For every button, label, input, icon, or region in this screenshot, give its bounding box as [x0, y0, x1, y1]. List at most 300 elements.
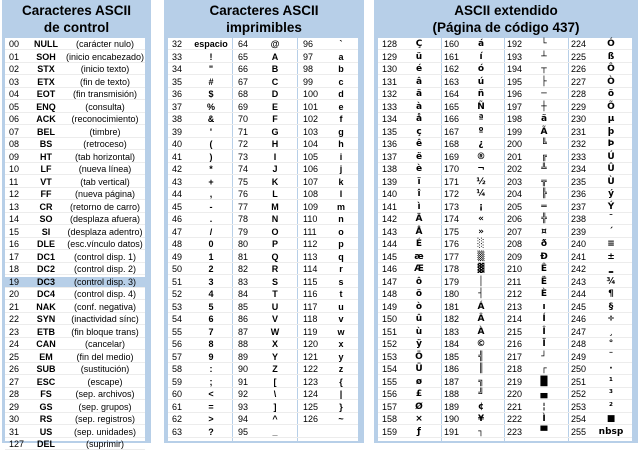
decimal-code: 145: [382, 251, 398, 262]
decimal-code: 126: [303, 414, 319, 424]
char-glyph: q: [338, 251, 344, 262]
decimal-code: 101: [303, 101, 319, 112]
decimal-code: 175: [444, 226, 460, 237]
char-glyph: ╩: [541, 164, 547, 174]
char-glyph: á: [477, 39, 485, 49]
char-glyph: 1: [208, 251, 214, 262]
char-description: (sep. registros): [74, 414, 136, 424]
char-glyph: espacio: [194, 39, 228, 49]
char-abbrev: SOH: [36, 51, 56, 62]
char-glyph: ┤: [478, 289, 484, 299]
table-row: [168, 177, 358, 188]
char-glyph: ╦: [541, 176, 547, 187]
char-glyph: ═: [541, 201, 547, 212]
decimal-code: 39: [172, 126, 183, 137]
decimal-code: 120: [303, 339, 319, 349]
char-abbrev: DLE: [37, 239, 55, 249]
decimal-code: 100: [303, 89, 319, 99]
extended-chars-table: [378, 38, 632, 441]
decimal-code: 157: [382, 401, 398, 412]
char-glyph: Ð: [540, 251, 548, 262]
decimal-code: 170: [444, 164, 460, 174]
char-glyph: À: [477, 326, 485, 337]
char-glyph: ±: [607, 251, 615, 262]
char-glyph: k: [338, 176, 344, 187]
table-row: [378, 77, 632, 88]
char-glyph: ▓: [477, 264, 485, 274]
decimal-code: 25: [9, 351, 20, 362]
table-row: [378, 39, 632, 50]
char-glyph: [: [273, 376, 277, 387]
char-glyph: ²: [609, 401, 613, 412]
decimal-code: 57: [172, 351, 183, 362]
table-row: [168, 52, 358, 63]
decimal-code: 165: [444, 101, 460, 112]
char-description: (carácter nulo): [75, 39, 135, 49]
char-glyph: ┬: [541, 64, 547, 74]
char-glyph: ║: [478, 364, 484, 374]
char-glyph: f: [339, 114, 343, 124]
table-row: [5, 377, 145, 388]
decimal-code: 242: [571, 264, 587, 274]
char-description: (sep. grupos): [78, 401, 132, 412]
decimal-code: 255: [571, 426, 587, 437]
table-row: [168, 114, 358, 125]
control-title-line2: de control: [43, 20, 110, 35]
table-row: [378, 352, 632, 363]
decimal-code: 95: [238, 426, 249, 437]
char-description: (tab vertical): [80, 176, 130, 187]
char-glyph: 4: [208, 289, 214, 299]
decimal-code: 68: [238, 89, 249, 99]
decimal-code: 55: [172, 326, 183, 337]
char-abbrev: ETB: [37, 326, 55, 337]
char-glyph: m: [336, 201, 345, 212]
char-abbrev: EOT: [36, 89, 56, 99]
char-description: (control disp. 2): [73, 264, 137, 274]
char-glyph: ¨: [608, 351, 614, 362]
char-abbrev: DC2: [36, 264, 55, 274]
decimal-code: 97: [303, 51, 314, 62]
char-glyph: Î: [542, 326, 546, 337]
decimal-code: 44: [172, 189, 183, 199]
table-row: [5, 202, 145, 213]
decimal-code: 163: [444, 76, 460, 87]
char-glyph: x: [338, 339, 344, 349]
decimal-code: 14: [9, 214, 20, 224]
char-abbrev: DEL: [37, 439, 55, 449]
decimal-code: 153: [382, 351, 398, 362]
decimal-code: 177: [444, 251, 460, 262]
decimal-code: 230: [571, 114, 587, 124]
decimal-code: 209: [507, 251, 523, 262]
decimal-code: 147: [382, 276, 398, 287]
char-abbrev: GS: [39, 401, 53, 412]
char-abbrev: BS: [39, 139, 53, 149]
char-glyph: °: [608, 339, 614, 349]
char-glyph: <: [208, 389, 214, 399]
decimal-code: 140: [382, 189, 398, 199]
decimal-code: 32: [172, 39, 183, 49]
decimal-code: 58: [172, 364, 183, 374]
decimal-code: 139: [382, 176, 398, 187]
char-glyph: ≡: [607, 239, 615, 249]
decimal-code: 90: [238, 364, 249, 374]
decimal-code: 224: [571, 39, 587, 49]
char-abbrev: ETX: [37, 76, 55, 87]
decimal-code: 138: [382, 164, 398, 174]
decimal-code: 232: [571, 139, 587, 149]
control-chars-panel: [2, 0, 151, 449]
char-abbrev: ENQ: [36, 101, 56, 112]
table-row: [378, 364, 632, 375]
decimal-code: 21: [9, 301, 20, 312]
char-glyph: ï: [417, 176, 421, 187]
char-description: (inactividad sínc): [71, 314, 139, 324]
char-glyph: ã: [540, 114, 548, 124]
decimal-code: 240: [571, 239, 587, 249]
decimal-code: 212: [507, 289, 523, 299]
char-description: (retorno de carro): [69, 201, 141, 212]
decimal-code: 150: [382, 314, 398, 324]
decimal-code: 194: [507, 64, 523, 74]
char-glyph: Ä: [415, 214, 423, 224]
char-glyph: g: [338, 126, 344, 137]
char-glyph: é: [415, 64, 423, 74]
table-row: [378, 64, 632, 75]
char-glyph: Á: [477, 301, 485, 312]
decimal-code: 93: [238, 401, 249, 412]
decimal-code: 59: [172, 376, 183, 387]
decimal-code: 08: [9, 139, 20, 149]
char-glyph: Ë: [540, 276, 548, 287]
char-glyph: Ø: [415, 401, 423, 412]
decimal-code: 226: [571, 64, 587, 74]
char-glyph: ©: [476, 339, 486, 349]
char-glyph: ñ: [477, 89, 485, 99]
decimal-code: 133: [382, 101, 398, 112]
char-glyph: ¹: [609, 376, 613, 387]
char-glyph: U: [271, 301, 279, 312]
char-glyph: ,: [209, 189, 213, 199]
char-glyph: ý: [608, 189, 614, 199]
table-row: [5, 127, 145, 138]
decimal-code: 40: [172, 139, 183, 149]
decimal-code: 76: [238, 189, 249, 199]
decimal-code: 233: [571, 151, 587, 162]
decimal-code: 51: [172, 276, 183, 287]
char-glyph: Û: [607, 164, 615, 174]
table-row: [5, 89, 145, 100]
decimal-code: 186: [444, 364, 460, 374]
table-row: [378, 102, 632, 113]
char-glyph: Å: [415, 226, 423, 237]
decimal-code: 143: [382, 226, 398, 237]
decimal-code: 69: [238, 101, 249, 112]
char-description: (inicio texto): [80, 64, 130, 74]
char-glyph: -: [209, 201, 213, 212]
decimal-code: 248: [571, 339, 587, 349]
char-description: (timbre): [89, 126, 121, 137]
char-glyph: Ý: [607, 201, 615, 212]
char-description: (sep. archivos): [75, 389, 135, 399]
decimal-code: 231: [571, 126, 587, 137]
decimal-code: 03: [9, 76, 20, 87]
char-glyph: ▀: [540, 426, 548, 437]
decimal-code: 64: [238, 39, 249, 49]
decimal-code: 188: [444, 389, 460, 399]
printable-title-line1: Caracteres ASCII: [209, 3, 319, 18]
char-glyph: Ö: [415, 351, 423, 362]
char-abbrev: NAK: [36, 301, 56, 312]
char-abbrev: CR: [39, 201, 53, 212]
char-glyph: :: [209, 364, 213, 374]
char-glyph: .: [209, 214, 213, 224]
decimal-code: 162: [444, 64, 460, 74]
decimal-code: 52: [172, 289, 183, 299]
table-row: [378, 202, 632, 213]
char-glyph: N: [271, 214, 279, 224]
decimal-code: 05: [9, 101, 20, 112]
table-row: [5, 189, 145, 200]
decimal-code: 73: [238, 151, 249, 162]
table-row: [5, 402, 145, 413]
decimal-code: 20: [9, 289, 20, 299]
char-abbrev: FF: [40, 189, 52, 199]
table-row: [378, 239, 632, 250]
char-glyph: (: [209, 139, 213, 149]
char-abbrev: CAN: [36, 339, 56, 349]
decimal-code: 173: [444, 201, 460, 212]
char-glyph: ß: [607, 51, 615, 62]
decimal-code: 70: [238, 114, 249, 124]
decimal-code: 216: [507, 339, 523, 349]
table-row: [378, 139, 632, 150]
table-row: [378, 177, 632, 188]
decimal-code: 172: [444, 189, 460, 199]
char-glyph: Y: [271, 351, 278, 362]
printable-chars-panel: [164, 0, 364, 443]
char-glyph: ▒: [477, 251, 485, 262]
char-description: (suprimir): [86, 439, 124, 449]
char-glyph: =: [208, 401, 214, 412]
decimal-code: 219: [507, 376, 523, 387]
decimal-code: 222: [507, 414, 523, 424]
table-row: [5, 177, 145, 188]
decimal-code: 183: [444, 326, 460, 337]
decimal-code: 02: [9, 64, 20, 74]
char-glyph: ╠: [541, 189, 547, 199]
decimal-code: 185: [444, 351, 460, 362]
char-glyph: X: [271, 339, 278, 349]
char-glyph: î: [417, 189, 421, 199]
table-row: [168, 127, 358, 138]
table-row: [168, 427, 358, 438]
char-abbrev: FS: [40, 389, 52, 399]
decimal-code: 119: [303, 326, 318, 337]
char-glyph: ç: [416, 126, 422, 137]
decimal-code: 113: [303, 251, 318, 262]
char-description: (sustitución): [80, 364, 130, 374]
extended-title-line2: (Página de código 437): [432, 20, 580, 35]
decimal-code: 253: [571, 401, 587, 412]
char-glyph: A: [271, 51, 279, 62]
table-row: [378, 402, 632, 413]
decimal-code: 210: [507, 264, 523, 274]
decimal-code: 243: [571, 276, 587, 287]
table-row: [168, 152, 358, 163]
char-description: (sep. unidades): [73, 426, 137, 437]
char-glyph: Z: [272, 364, 278, 374]
table-row: [168, 239, 358, 250]
char-glyph: 5: [208, 301, 214, 312]
char-glyph: w: [337, 326, 345, 337]
decimal-code: 189: [444, 401, 460, 412]
decimal-code: 211: [507, 276, 522, 287]
decimal-code: 75: [238, 176, 249, 187]
decimal-code: 63: [172, 426, 183, 437]
decimal-code: 122: [303, 364, 319, 374]
decimal-code: 174: [444, 214, 460, 224]
table-row: [5, 439, 145, 450]
decimal-code: 54: [172, 314, 183, 324]
table-row: [378, 414, 632, 425]
char-glyph: \: [273, 389, 277, 399]
decimal-code: 187: [444, 376, 460, 387]
char-description: (inicio encabezado): [65, 51, 145, 62]
char-glyph: B: [271, 64, 279, 74]
char-glyph: ╣: [478, 351, 484, 362]
char-glyph: y: [338, 351, 344, 362]
table-row: [168, 364, 358, 375]
char-description: (consulta): [85, 101, 125, 112]
char-glyph: Q: [271, 251, 279, 262]
char-glyph: i: [339, 151, 343, 162]
decimal-code: 50: [172, 264, 183, 274]
decimal-code: 80: [238, 239, 249, 249]
table-row: [168, 327, 358, 338]
char-glyph: ^: [272, 414, 278, 424]
char-glyph: ╝: [478, 389, 484, 399]
decimal-code: 249: [571, 351, 587, 362]
decimal-code: 111: [303, 226, 317, 237]
decimal-code: 156: [382, 389, 398, 399]
decimal-code: 33: [172, 51, 183, 62]
char-abbrev: DC3: [36, 276, 55, 287]
char-glyph: └: [541, 39, 547, 49]
decimal-code: 67: [238, 76, 249, 87]
char-description: (retroceso): [83, 139, 127, 149]
decimal-code: 78: [238, 214, 249, 224]
decimal-code: 107: [303, 176, 319, 187]
char-glyph: ¦: [542, 401, 546, 412]
char-glyph: ": [208, 64, 214, 74]
char-glyph: ª: [478, 114, 484, 124]
char-glyph: «: [478, 214, 484, 224]
table-row: [378, 152, 632, 163]
decimal-code: 193: [507, 51, 523, 62]
table-row: [5, 214, 145, 225]
decimal-code: 46: [172, 214, 183, 224]
decimal-code: 06: [9, 114, 20, 124]
decimal-code: 151: [382, 326, 398, 337]
char-glyph: ╗: [478, 376, 484, 387]
char-glyph: ╔: [541, 151, 547, 162]
char-glyph: ê: [415, 139, 423, 149]
decimal-code: 254: [571, 414, 587, 424]
printable-chars-table: [168, 38, 358, 441]
decimal-code: 72: [238, 139, 249, 149]
table-row: [5, 39, 145, 50]
char-glyph: z: [338, 364, 344, 374]
table-row: [5, 164, 145, 175]
decimal-code: 195: [507, 76, 523, 87]
char-glyph: M: [271, 201, 279, 212]
decimal-code: 109: [303, 201, 319, 212]
char-description: (desplaza adentro): [67, 226, 143, 237]
control-chars-title: [2, 0, 151, 38]
decimal-code: 15: [9, 226, 20, 237]
char-glyph: ¾: [606, 276, 616, 287]
char-glyph: █: [540, 376, 548, 387]
char-abbrev: EM: [39, 351, 53, 362]
char-glyph: í: [479, 51, 483, 62]
decimal-code: 125: [303, 401, 319, 412]
table-row: [378, 427, 632, 438]
char-glyph: Õ: [607, 101, 615, 112]
table-row: [168, 139, 358, 150]
decimal-code: 215: [507, 326, 523, 337]
decimal-code: 251: [571, 376, 587, 387]
char-glyph: &: [207, 114, 215, 124]
char-glyph: ╬: [541, 214, 547, 224]
char-glyph: j: [339, 164, 343, 174]
table-row: [378, 189, 632, 200]
decimal-code: 41: [172, 151, 183, 162]
decimal-code: 94: [238, 414, 249, 424]
char-glyph: ù: [415, 326, 423, 337]
decimal-code: 196: [507, 89, 523, 99]
decimal-code: 60: [172, 389, 183, 399]
decimal-code: 252: [571, 389, 587, 399]
decimal-code: 241: [571, 251, 587, 262]
char-glyph: ╚: [541, 139, 547, 149]
decimal-code: 128: [382, 39, 398, 49]
table-row: [168, 227, 358, 238]
decimal-code: 155: [382, 376, 398, 387]
decimal-code: 42: [172, 164, 183, 174]
char-glyph: $: [208, 89, 214, 99]
char-glyph: c: [338, 76, 344, 87]
decimal-code: 07: [9, 126, 20, 137]
decimal-code: 159: [382, 426, 398, 437]
table-row: [168, 339, 358, 350]
decimal-code: 176: [444, 239, 460, 249]
decimal-code: 164: [444, 89, 460, 99]
char-description: (desplaza afuera): [69, 214, 141, 224]
char-glyph: É: [415, 239, 423, 249]
char-glyph: ÿ: [416, 339, 422, 349]
char-description: (esc.vínculo datos): [67, 239, 143, 249]
char-glyph: a: [338, 51, 344, 62]
char-glyph: ü: [415, 51, 423, 62]
decimal-code: 148: [382, 289, 398, 299]
decimal-code: 88: [238, 339, 249, 349]
decimal-code: 86: [238, 314, 249, 324]
char-abbrev: SYN: [36, 314, 56, 324]
char-description: (fin del medio): [76, 351, 134, 362]
table-row: [5, 64, 145, 75]
